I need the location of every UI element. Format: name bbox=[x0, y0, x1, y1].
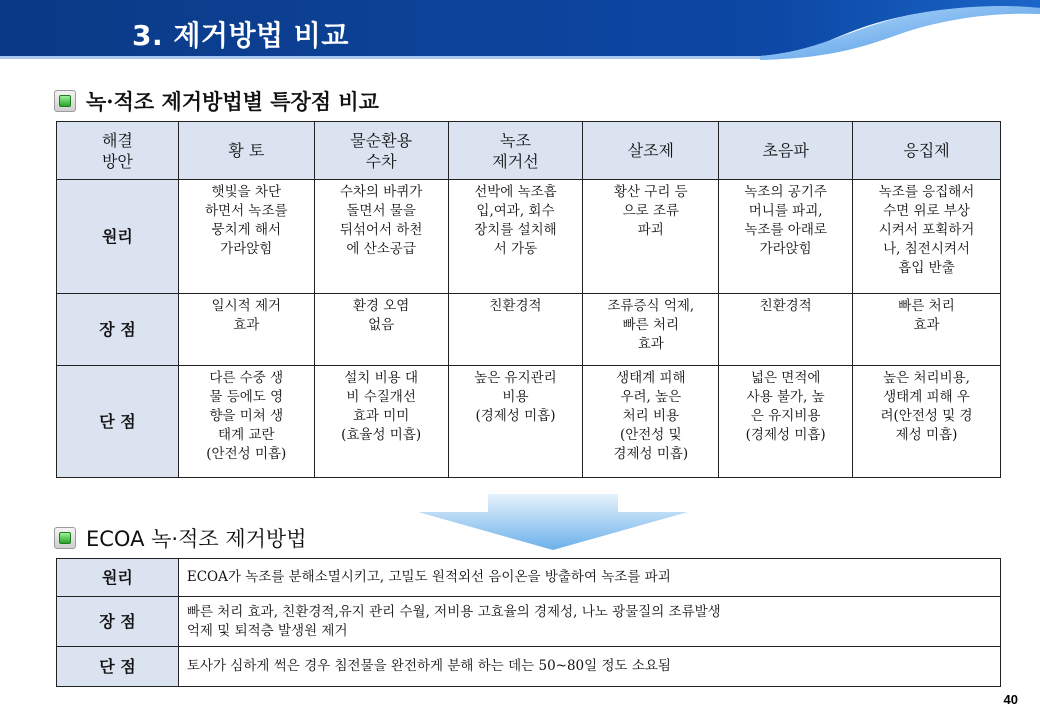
table-cell: 친환경적 bbox=[719, 294, 853, 366]
table-cell: 생태계 피해 우려, 높은 처리 비용 (안전성 및 경제성 미흡) bbox=[583, 366, 719, 478]
column-header-water-wheel: 물순환용 수차 bbox=[314, 122, 448, 180]
section-title-text: 녹·적조 제거방법별 특장점 비교 bbox=[86, 89, 379, 114]
table-cell: 수차의 바퀴가 돌면서 물을 뒤섞어서 하천 에 산소공급 bbox=[314, 180, 448, 294]
table-cell: 황산 구리 등 으로 조류 파괴 bbox=[583, 180, 719, 294]
table-cell: 높은 유지관리 비용 (경제성 미흡) bbox=[448, 366, 583, 478]
row-header-advantages: 장 점 bbox=[57, 597, 179, 647]
table-cell: 토사가 심하게 썩은 경우 침전물을 완전하게 분해 하는 데는 50~80일 정도 소요됨 bbox=[178, 647, 1000, 687]
table-cell: 높은 처리비용, 생태계 피해 우 려(안전성 및 경 제성 미흡) bbox=[853, 366, 1001, 478]
header-banner bbox=[0, 0, 1040, 64]
table-cell: 햇빛을 차단 하면서 녹조를 뭉치게 해서 가라앉힘 bbox=[178, 180, 314, 294]
ecoa-row-principle bbox=[57, 559, 1001, 597]
table-cell: 선박에 녹조흡 입,여과, 회수 장치를 설치해 서 가동 bbox=[448, 180, 583, 294]
page-number: 40 bbox=[1003, 692, 1018, 707]
table-cell: 일시적 제거 효과 bbox=[178, 294, 314, 366]
ecoa-row-advantages bbox=[57, 597, 1001, 647]
table-cell: 다른 수중 생 물 등에도 영 향을 미쳐 생 태계 교란 (안전성 미흡) bbox=[178, 366, 314, 478]
table-cell: 환경 오염 없음 bbox=[314, 294, 448, 366]
ecoa-table bbox=[56, 558, 1001, 687]
table-cell: 녹조의 공기주 머니를 파괴, 녹조를 아래로 가라앉힘 bbox=[719, 180, 853, 294]
table-row-principle bbox=[57, 180, 1001, 294]
section-title-text: ECOA 녹·적조 제거방법 bbox=[86, 527, 307, 551]
column-header-algicide: 살조제 bbox=[583, 122, 719, 180]
table-row-advantages bbox=[57, 294, 1001, 366]
column-header-coagulant: 응집제 bbox=[853, 122, 1001, 180]
column-header-ultrasound: 초음파 bbox=[719, 122, 853, 180]
ecoa-row-disadvantages bbox=[57, 647, 1001, 687]
table-header-row bbox=[57, 122, 1001, 180]
down-arrow-icon bbox=[418, 494, 688, 550]
table-cell: 친환경적 bbox=[448, 294, 583, 366]
section-title-comparison bbox=[54, 86, 379, 116]
row-header-principle: 원리 bbox=[57, 180, 179, 294]
row-header-advantages: 장 점 bbox=[57, 294, 179, 366]
table-cell: 빠른 처리 효과, 친환경적,유지 관리 수월, 저비용 고효율의 경제성, 나노 광물질의 조류발생 억제 및 퇴적층 발생원 제거 bbox=[178, 597, 1000, 647]
table-cell: 설치 비용 대 비 수질개선 효과 미미 (효율성 미흡) bbox=[314, 366, 448, 478]
green-square-bullet-icon bbox=[54, 90, 76, 112]
comparison-table bbox=[56, 121, 1001, 478]
row-header-disadvantages: 단 점 bbox=[57, 647, 179, 687]
table-cell: 조류증식 억제, 빠른 처리 효과 bbox=[583, 294, 719, 366]
green-square-bullet-icon bbox=[54, 527, 76, 549]
page-title: 3. 제거방법 비교 bbox=[132, 19, 349, 52]
corner-header-cell: 해결 방안 bbox=[57, 122, 179, 180]
table-row-disadvantages bbox=[57, 366, 1001, 478]
table-cell: ECOA가 녹조를 분해소멸시키고, 고밀도 원적외선 음이온을 방출하여 녹조를 파괴 bbox=[178, 559, 1000, 597]
table-cell: 녹조를 응집해서 수면 위로 부상 시켜서 포획하거 나, 침전시켜서 흡입 반출 bbox=[853, 180, 1001, 294]
column-header-removal-ship: 녹조 제거선 bbox=[448, 122, 583, 180]
section-title-ecoa bbox=[54, 523, 307, 553]
column-header-hwangto: 황 토 bbox=[178, 122, 314, 180]
table-cell: 넓은 면적에 사용 불가, 높 은 유지비용 (경제성 미흡) bbox=[719, 366, 853, 478]
row-header-disadvantages: 단 점 bbox=[57, 366, 179, 478]
row-header-principle: 원리 bbox=[57, 559, 179, 597]
table-cell: 빠른 처리 효과 bbox=[853, 294, 1001, 366]
